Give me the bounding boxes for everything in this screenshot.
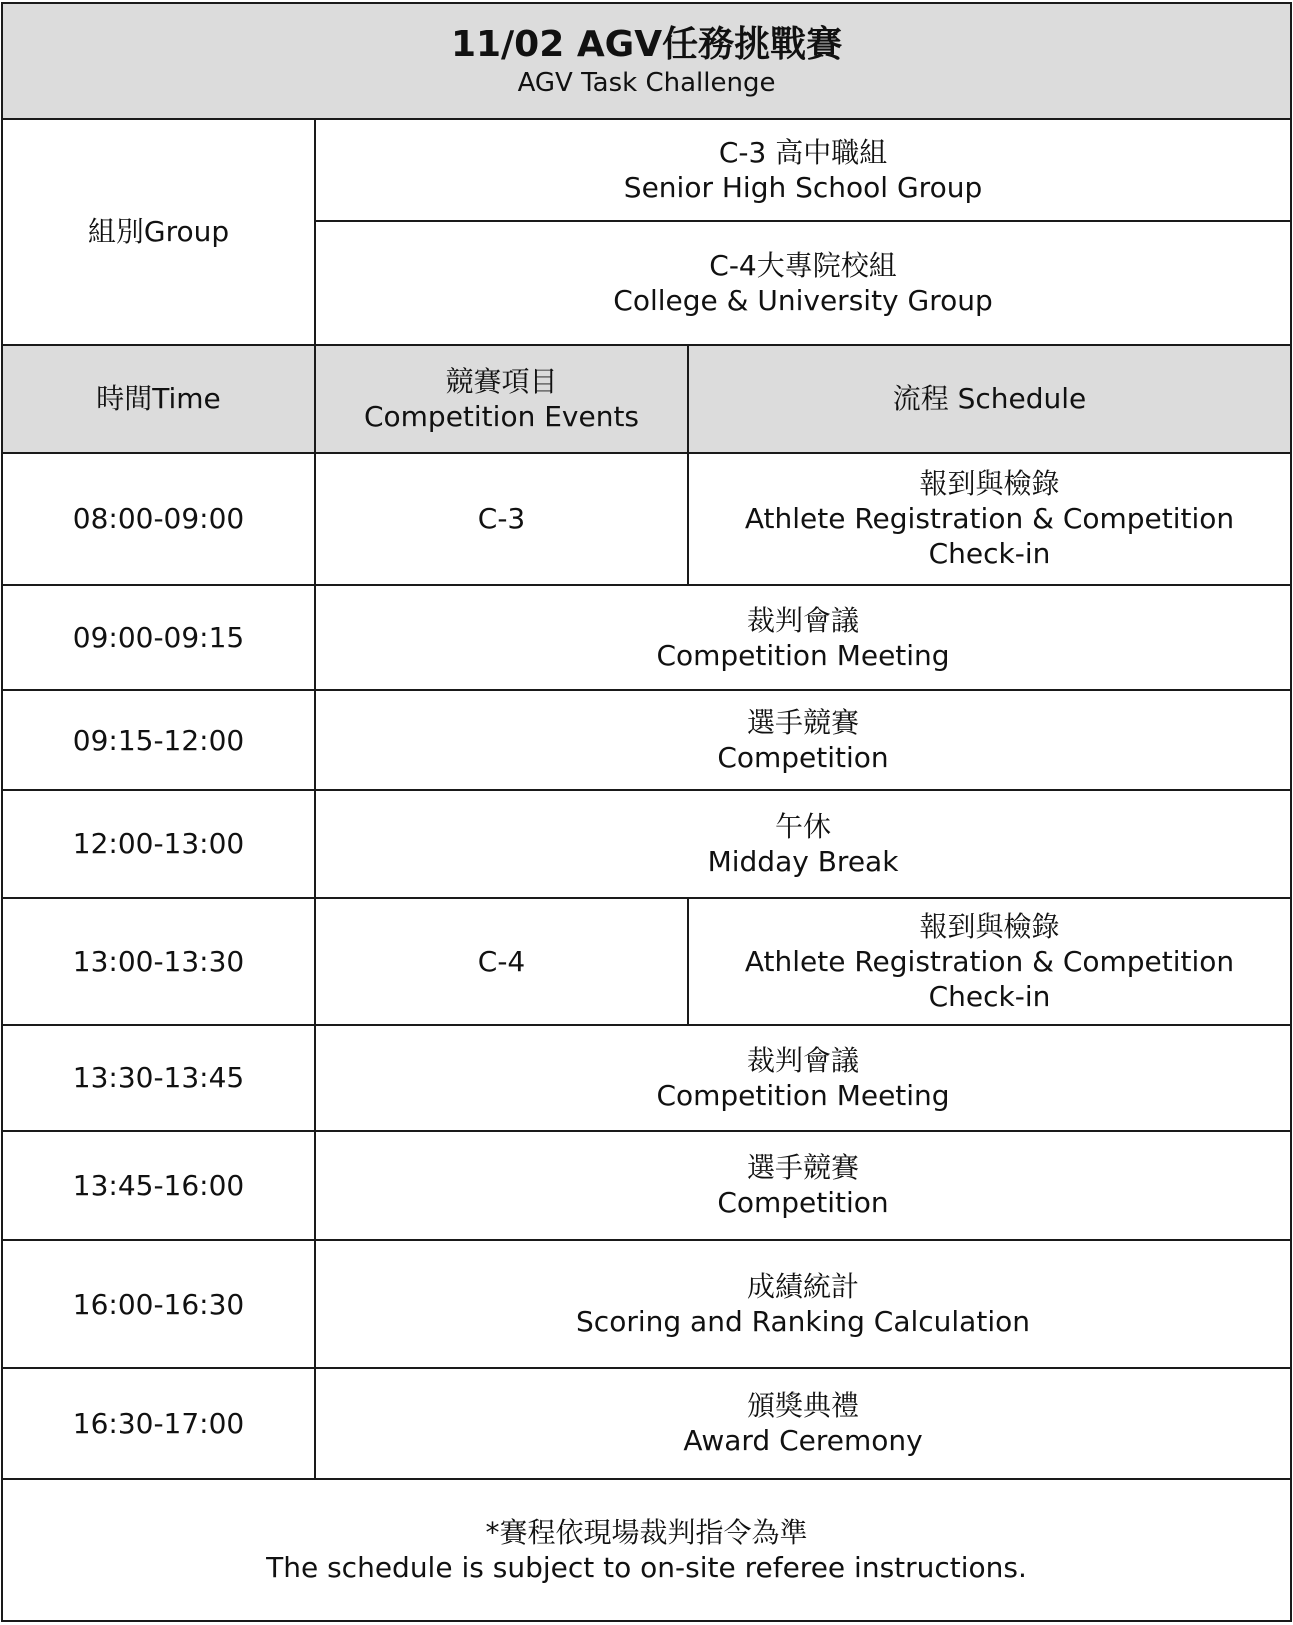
title-sub: AGV Task Challenge — [517, 67, 776, 98]
schedule-cell — [315, 690, 1291, 790]
schedule-zh: 選手競賽 — [747, 706, 860, 740]
schedule-zh: 選手競賽 — [747, 1151, 860, 1185]
time-value: 16:30-17:00 — [72, 1406, 245, 1440]
column-header-row — [2, 345, 1291, 453]
group-row-1 — [2, 119, 1291, 221]
group-label-cell — [2, 119, 315, 345]
title-cell — [2, 3, 1291, 119]
note-row — [2, 1479, 1291, 1621]
header-time — [2, 345, 315, 453]
note-zh: *賽程依現場裁判指令為準 — [485, 1515, 808, 1549]
schedule-zh: 午休 — [775, 809, 832, 843]
header-schedule-label: 流程 Schedule — [892, 382, 1087, 416]
schedule-row — [2, 1368, 1291, 1478]
schedule-en: Midday Break — [707, 844, 899, 878]
time-cell — [2, 690, 315, 790]
schedule-cell — [688, 898, 1291, 1025]
note-cell — [2, 1479, 1291, 1621]
group-item-c4-en: College & University Group — [613, 283, 993, 317]
schedule-zh: 成績統計 — [747, 1270, 860, 1304]
time-cell — [2, 1131, 315, 1240]
schedule-row — [2, 1025, 1291, 1131]
time-cell — [2, 585, 315, 690]
schedule-row — [2, 690, 1291, 790]
time-cell — [2, 898, 315, 1025]
time-cell — [2, 1025, 315, 1131]
time-value: 09:15-12:00 — [72, 723, 245, 757]
schedule-en: Competition Meeting — [656, 638, 950, 672]
schedule-zh: 報到與檢錄 — [919, 467, 1060, 501]
schedule-table — [1, 2, 1292, 1622]
header-events — [315, 345, 688, 453]
group-item-c3 — [315, 119, 1291, 221]
time-cell — [2, 790, 315, 897]
time-value: 12:00-13:00 — [72, 827, 245, 861]
schedule-cell — [315, 1240, 1291, 1368]
schedule-en: Athlete Registration & Competition Check-in — [744, 944, 1235, 1013]
schedule-cell — [315, 1131, 1291, 1240]
header-events-en: Competition Events — [363, 399, 640, 433]
event-code: C-4 — [477, 944, 526, 978]
schedule-cell — [688, 453, 1291, 585]
schedule-cell — [315, 585, 1291, 690]
time-cell — [2, 1240, 315, 1368]
schedule-row — [2, 1240, 1291, 1368]
schedule-en: Competition — [717, 741, 889, 775]
schedule-zh: 報到與檢錄 — [919, 909, 1060, 943]
group-item-c4 — [315, 221, 1291, 345]
event-code: C-3 — [477, 502, 526, 536]
schedule-en: Competition Meeting — [656, 1078, 950, 1112]
schedule-cell — [315, 1368, 1291, 1478]
event-cell — [315, 898, 688, 1025]
group-item-c3-zh: C-3 高中職組 — [718, 135, 888, 169]
schedule-zh: 裁判會議 — [747, 1043, 860, 1077]
group-item-c3-en: Senior High School Group — [623, 170, 983, 204]
time-cell — [2, 1368, 315, 1478]
group-item-c4-zh: C-4大專院校組 — [709, 248, 897, 282]
schedule-zh: 頒獎典禮 — [747, 1389, 860, 1423]
header-time-label: 時間Time — [96, 382, 221, 416]
schedule-cell — [315, 1025, 1291, 1131]
time-value: 09:00-09:15 — [72, 621, 245, 655]
header-schedule — [688, 345, 1291, 453]
header-events-zh: 競賽項目 — [445, 364, 558, 398]
title-main: 11/02 AGV任務挑戰賽 — [450, 23, 843, 65]
schedule-row — [2, 1131, 1291, 1240]
schedule-en: Scoring and Ranking Calculation — [576, 1305, 1030, 1339]
event-cell — [315, 453, 688, 585]
group-label: 組別Group — [87, 215, 230, 249]
schedule-en: Competition — [717, 1186, 889, 1220]
schedule-en: Athlete Registration & Competition Check-in — [744, 502, 1235, 571]
schedule-row — [2, 790, 1291, 897]
note-en: The schedule is subject to on-site referee instructions. — [266, 1550, 1027, 1584]
schedule-en: Award Ceremony — [683, 1424, 923, 1458]
schedule-row — [2, 453, 1291, 585]
schedule-row — [2, 898, 1291, 1025]
schedule-cell — [315, 790, 1291, 897]
time-value: 13:45-16:00 — [72, 1168, 245, 1202]
time-value: 08:00-09:00 — [72, 502, 245, 536]
schedule-zh: 裁判會議 — [747, 603, 860, 637]
time-value: 16:00-16:30 — [72, 1287, 245, 1321]
time-value: 13:00-13:30 — [72, 944, 245, 978]
schedule-row — [2, 585, 1291, 690]
time-value: 13:30-13:45 — [72, 1061, 245, 1095]
time-cell — [2, 453, 315, 585]
title-row — [2, 3, 1291, 119]
